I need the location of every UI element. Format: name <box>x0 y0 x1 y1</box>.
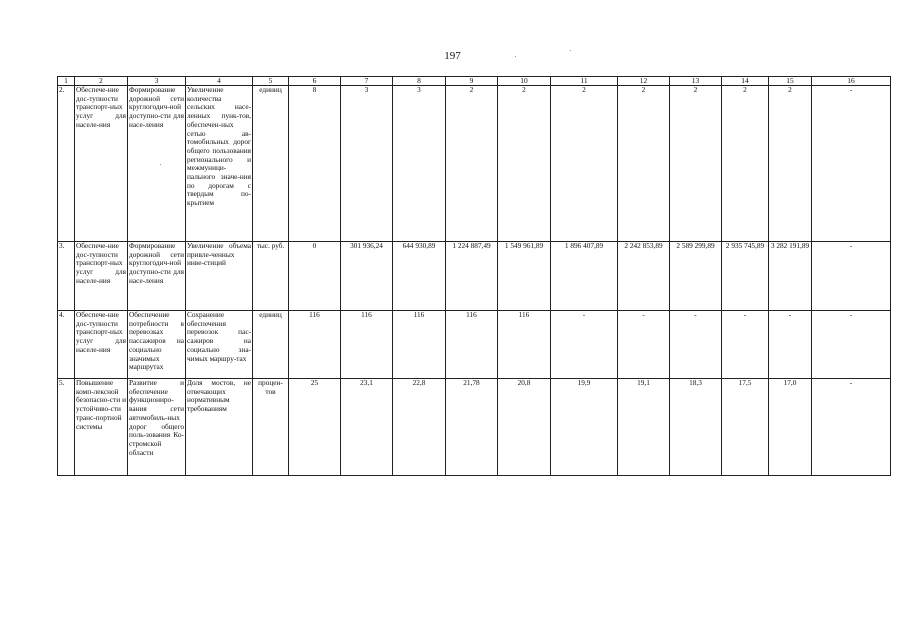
header-cell: 11 <box>551 77 618 86</box>
value-cell: 20,8 <box>498 379 551 476</box>
value-cell: - <box>670 311 722 379</box>
task-cell: Формирование дорожной сети круглогодич-ной доступно-сти для насе-ления <box>128 242 186 311</box>
value-cell: 2 <box>670 86 722 242</box>
value-cell: 116 <box>289 311 341 379</box>
value-cell: 2 935 745,89 <box>722 242 769 311</box>
value-cell: 3 <box>393 86 446 242</box>
unit-cell: единиц <box>253 311 289 379</box>
header-cell: 9 <box>446 77 498 86</box>
header-cell: 8 <box>393 77 446 86</box>
value-cell: 2 <box>551 86 618 242</box>
indicator-cell: Доля мостов, не отвечающих нормативным требованиям <box>186 379 253 476</box>
value-cell: - <box>812 311 891 379</box>
header-cell: 12 <box>618 77 670 86</box>
goal-cell: Обеспече-ние дос-тупности транспорт-ных услуг для населе-ния <box>75 311 128 379</box>
value-cell: 18,3 <box>670 379 722 476</box>
table-row <box>58 379 891 476</box>
task-cell: Формирование дорожной сети круглогодич-ной доступно-сти для насе-ления <box>128 86 186 242</box>
value-cell: 2 <box>722 86 769 242</box>
header-cell: 2 <box>75 77 128 86</box>
table-row <box>58 311 891 379</box>
row-number: 4. <box>58 311 75 379</box>
value-cell: 2 <box>769 86 812 242</box>
goal-cell: Обеспече-ние дос-тупности транспорт-ных услуг для населе-ния <box>75 242 128 311</box>
unit-cell: тыс. руб. <box>253 242 289 311</box>
header-cell: 14 <box>722 77 769 86</box>
header-cell: 1 <box>58 77 75 86</box>
value-cell: 2 242 853,89 <box>618 242 670 311</box>
indicators-table <box>57 76 891 476</box>
value-cell: 17,5 <box>722 379 769 476</box>
value-cell: - <box>812 379 891 476</box>
task-cell: Обеспечение потребности в перевозках пассажиров на социально значимых маршрутах <box>128 311 186 379</box>
goal-cell: Обеспече-ние дос-тупности транспорт-ных услуг для населе-ния <box>75 86 128 242</box>
value-cell: 17,0 <box>769 379 812 476</box>
indicator-cell: Увеличение объема привле-ченных инве-стиций <box>186 242 253 311</box>
value-cell: - <box>551 311 618 379</box>
header-cell: 5 <box>253 77 289 86</box>
value-cell: 0 <box>289 242 341 311</box>
row-number: 5. <box>58 379 75 476</box>
value-cell: 301 936,24 <box>341 242 393 311</box>
value-cell: 2 <box>498 86 551 242</box>
value-cell: 22,8 <box>393 379 446 476</box>
value-cell: 1 896 407,89 <box>551 242 618 311</box>
header-cell: 6 <box>289 77 341 86</box>
table-row <box>58 242 891 311</box>
value-cell: 19,1 <box>618 379 670 476</box>
value-cell: 2 <box>446 86 498 242</box>
value-cell: 116 <box>341 311 393 379</box>
value-cell: 2 589 299,89 <box>670 242 722 311</box>
header-cell: 10 <box>498 77 551 86</box>
row-number: 2. <box>58 86 75 242</box>
header-cell: 3 <box>128 77 186 86</box>
value-cell: 1 549 961,89 <box>498 242 551 311</box>
header-cell: 13 <box>670 77 722 86</box>
value-cell: - <box>812 86 891 242</box>
page-number: 197 <box>444 50 461 62</box>
value-cell: 8 <box>289 86 341 242</box>
header-cell: 15 <box>769 77 812 86</box>
scan-speck <box>570 50 571 51</box>
header-row <box>58 77 891 86</box>
value-cell: 2 <box>618 86 670 242</box>
value-cell: - <box>618 311 670 379</box>
indicator-cell: Сохранение обеспечения перевозок пас-сажиров на социально зна-чимых маршру-тах <box>186 311 253 379</box>
value-cell: 3 <box>341 86 393 242</box>
header-cell: 7 <box>341 77 393 86</box>
value-cell: - <box>769 311 812 379</box>
value-cell: 3 282 191,89 <box>769 242 812 311</box>
value-cell: 116 <box>446 311 498 379</box>
task-cell: Развитие и обеспечение функциониро-вания сети автомобиль-ных дорог общего поль-зования Ко-стромской области <box>128 379 186 476</box>
goal-cell: Повышение комп-лексной безопасно-сти и устойчиво-сти транс-портной системы <box>75 379 128 476</box>
header-cell: 4 <box>186 77 253 86</box>
unit-cell: единиц <box>253 86 289 242</box>
value-cell: 19,9 <box>551 379 618 476</box>
value-cell: 1 224 887,49 <box>446 242 498 311</box>
scan-speck <box>515 56 516 57</box>
header-cell: 16 <box>812 77 891 86</box>
table-row <box>58 86 891 242</box>
value-cell: - <box>722 311 769 379</box>
value-cell: 644 930,89 <box>393 242 446 311</box>
value-cell: 21,78 <box>446 379 498 476</box>
value-cell: - <box>812 242 891 311</box>
value-cell: 25 <box>289 379 341 476</box>
value-cell: 23,1 <box>341 379 393 476</box>
unit-cell: процен-тов <box>253 379 289 476</box>
value-cell: 116 <box>498 311 551 379</box>
indicator-cell: Увеличение количества сельских насе-ленных пунк-тов, обеспечен-ных сетью ав-томобильных дорог общего пользования регионального и межмуници-пального значе-ния по дорогам с твердым по-крытием <box>186 86 253 242</box>
value-cell: 116 <box>393 311 446 379</box>
row-number: 3. <box>58 242 75 311</box>
